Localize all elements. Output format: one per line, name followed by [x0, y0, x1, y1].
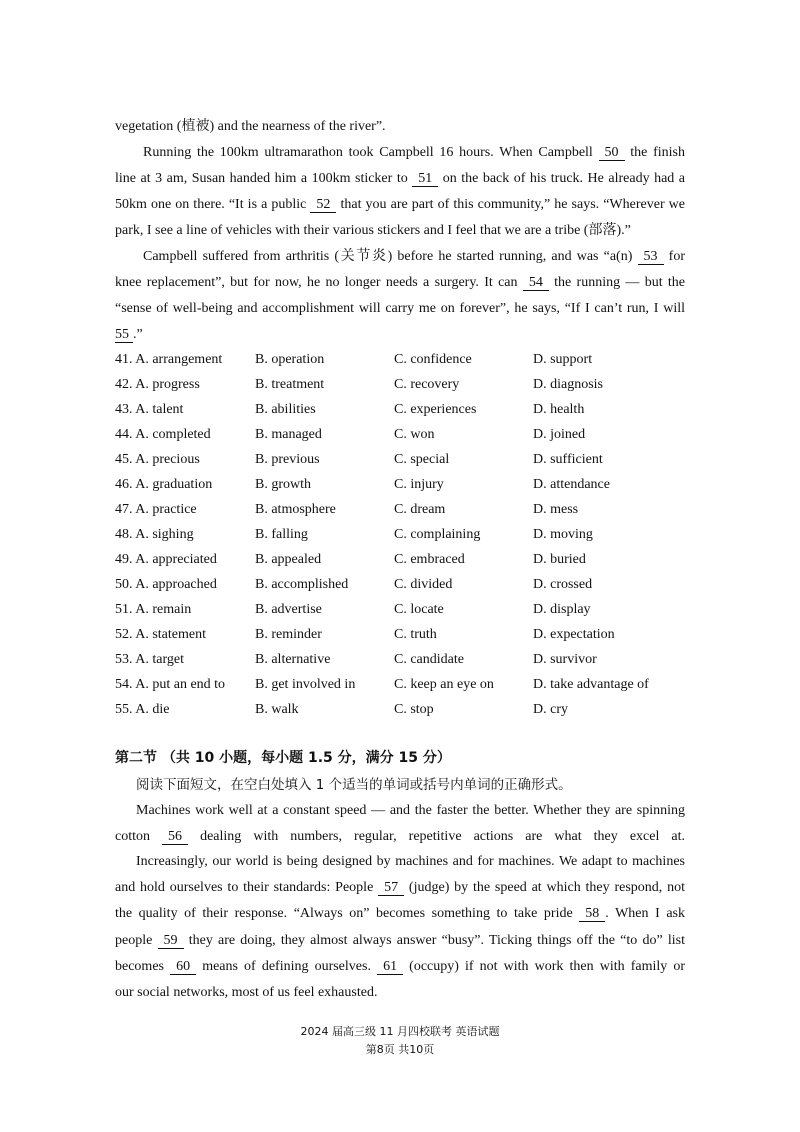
text: our social networks, most of us feel exhausted.: [115, 985, 378, 1000]
footer-page-number: 第8页 共10页: [365, 1043, 435, 1056]
option-a: 52. A. statement: [115, 627, 206, 642]
option-b: B. accomplished: [255, 577, 349, 592]
option-c: C. locate: [394, 602, 444, 617]
option-c: C. candidate: [394, 652, 464, 667]
option-b: B. atmosphere: [255, 502, 336, 517]
option-b: B. growth: [255, 477, 311, 492]
option-row: [115, 651, 695, 669]
option-b: B. get involved in: [255, 677, 356, 692]
option-row: [115, 476, 695, 494]
option-b: B. reminder: [255, 627, 322, 642]
passage-line: [115, 828, 685, 846]
option-row: [115, 551, 695, 569]
blank-59: 59: [158, 933, 184, 949]
text: line at 3 am, Susan handed him a 100km sticker to: [115, 171, 413, 186]
option-row: [115, 351, 695, 369]
option-c: C. injury: [394, 477, 444, 492]
option-c: C. truth: [394, 627, 437, 642]
passage-line: [115, 932, 685, 950]
option-row: [115, 451, 695, 469]
text: Campbell suffered from arthritis (关节炎) before he started running, and was “a(n): [143, 249, 638, 264]
blank-58: 58: [579, 906, 605, 922]
text: Increasingly, our world is being designed by machines and for machines. We adapt to machines: [136, 854, 685, 869]
passage-line: [136, 802, 685, 820]
footer-exam-title: 2024 届高三级 11 月四校联考 英语试题: [300, 1025, 500, 1038]
option-b: B. advertise: [255, 602, 322, 617]
option-d: D. mess: [533, 502, 579, 517]
option-d: D. attendance: [533, 477, 610, 492]
option-a: 44. A. completed: [115, 427, 211, 442]
passage-line: [115, 118, 685, 136]
option-row: [115, 501, 695, 519]
option-c: C. confidence: [394, 352, 472, 367]
text: knee replacement”, but for now, he no longer needs a surgery. It can: [115, 275, 523, 290]
option-c: C. recovery: [394, 377, 460, 392]
text: means of defining ourselves.: [196, 959, 378, 974]
passage-line: [115, 905, 685, 923]
text: the finish: [624, 145, 685, 160]
option-b: B. managed: [255, 427, 322, 442]
option-d: D. crossed: [533, 577, 593, 592]
blank-50: 50: [599, 145, 625, 161]
option-a: 45. A. precious: [115, 452, 200, 467]
option-d: D. survivor: [533, 652, 597, 667]
passage-line: [115, 958, 685, 976]
text: park, I see a line of vehicles with their various stickers and I feel that we are a tribe (部落).”: [115, 223, 631, 238]
passage-line: [115, 300, 685, 318]
text: on the back of his truck. He already had a: [438, 171, 685, 186]
text: people: [115, 933, 158, 948]
passage-line: [115, 196, 685, 214]
option-b: B. previous: [255, 452, 320, 467]
passage-line: [115, 274, 685, 292]
option-c: C. won: [394, 427, 435, 442]
passage-line: [115, 170, 685, 188]
text: Running the 100km ultramarathon took Campbell 16 hours. When Campbell: [143, 145, 599, 160]
option-a: 48. A. sighing: [115, 527, 194, 542]
option-c: C. stop: [394, 702, 434, 717]
option-c: C. keep an eye on: [394, 677, 494, 692]
option-a: 50. A. approached: [115, 577, 217, 592]
option-c: C. complaining: [394, 527, 481, 542]
text: and hold ourselves to their standards: People: [115, 880, 379, 895]
option-d: D. take advantage of: [533, 677, 649, 692]
option-c: C. embraced: [394, 552, 465, 567]
text: the running — but the: [548, 275, 685, 290]
option-b: B. abilities: [255, 402, 316, 417]
text: dealing with numbers, regular, repetitive actions are what they excel at.: [188, 829, 685, 844]
option-row: [115, 576, 695, 594]
text: .”: [133, 327, 143, 342]
option-a: 46. A. graduation: [115, 477, 213, 492]
option-c: C. experiences: [394, 402, 477, 417]
text: for: [663, 249, 686, 264]
option-row: [115, 426, 695, 444]
blank-52: 52: [310, 197, 336, 213]
option-d: D. health: [533, 402, 585, 417]
option-c: C. divided: [394, 577, 453, 592]
text: that you are part of this community,” he says. “Wherever we: [336, 197, 685, 212]
blank-61: 61: [377, 959, 403, 975]
option-row: [115, 526, 695, 544]
passage-line: [115, 222, 685, 240]
passage-line: [143, 144, 685, 162]
option-b: B. operation: [255, 352, 325, 367]
option-d: D. display: [533, 602, 591, 617]
option-row: [115, 701, 695, 719]
text: the quality of their response. “Always on” becomes something to take pride: [115, 906, 580, 921]
option-d: D. cry: [533, 702, 568, 717]
option-c: C. dream: [394, 502, 446, 517]
option-d: D. moving: [533, 527, 593, 542]
option-row: [115, 601, 695, 619]
option-d: D. support: [533, 352, 593, 367]
blank-51: 51: [412, 171, 438, 187]
blank-57: 57: [378, 880, 404, 896]
text: 阅读下面短文，在空白处填入 1 个适当的单词或括号内单词的正确形式。: [136, 777, 572, 793]
text: vegetation (植被) and the nearness of the river”.: [115, 119, 386, 134]
blank-60: 60: [170, 959, 196, 975]
option-row: [115, 626, 695, 644]
blank-56: 56: [162, 829, 188, 845]
option-a: 49. A. appreciated: [115, 552, 217, 567]
option-row: [115, 676, 695, 694]
option-a: 53. A. target: [115, 652, 184, 667]
option-b: B. treatment: [255, 377, 325, 392]
option-d: D. joined: [533, 427, 586, 442]
option-b: B. alternative: [255, 652, 331, 667]
option-b: B. walk: [255, 702, 299, 717]
text: they are doing, they almost always answer “busy”. Ticking things off the “to do” list: [183, 933, 685, 948]
option-d: D. expectation: [533, 627, 615, 642]
option-d: D. diagnosis: [533, 377, 603, 392]
text: becomes: [115, 959, 171, 974]
text: Machines work well at a constant speed — and the faster the better. Whether they are spinning: [136, 803, 685, 818]
passage-line: [115, 326, 685, 344]
option-a: 54. A. put an end to: [115, 677, 226, 692]
option-d: D. sufficient: [533, 452, 603, 467]
option-a: 43. A. talent: [115, 402, 184, 417]
text: (judge) by the speed at which they respond, not: [404, 880, 685, 895]
blank-53: 53: [638, 249, 664, 265]
option-a: 47. A. practice: [115, 502, 197, 517]
section-title: 第二节 （共 10 小题，每小题 1.5 分，满分 15 分）: [115, 750, 451, 766]
option-a: 55. A. die: [115, 702, 170, 717]
blank-55: 55: [115, 327, 133, 343]
option-row: [115, 401, 695, 419]
passage-line: [143, 248, 685, 266]
option-c: C. special: [394, 452, 450, 467]
passage-line: [136, 853, 685, 871]
text: (occupy) if not with work then with family or: [403, 959, 686, 974]
instruction: [136, 776, 685, 794]
text: “sense of well-being and accomplishment will carry me on forever”, he says, “If I can’t run, I will: [115, 301, 685, 316]
text: . When I ask: [605, 906, 685, 921]
option-row: [115, 376, 695, 394]
text: cotton: [115, 829, 163, 844]
option-d: D. buried: [533, 552, 586, 567]
option-a: 42. A. progress: [115, 377, 200, 392]
option-b: B. appealed: [255, 552, 322, 567]
option-b: B. falling: [255, 527, 308, 542]
blank-54: 54: [523, 275, 549, 291]
passage-line: [115, 984, 685, 1002]
option-a: 41. A. arrangement: [115, 352, 223, 367]
text: 50km one on there. “It is a public: [115, 197, 311, 212]
option-a: 51. A. remain: [115, 602, 192, 617]
passage-line: [115, 879, 685, 897]
